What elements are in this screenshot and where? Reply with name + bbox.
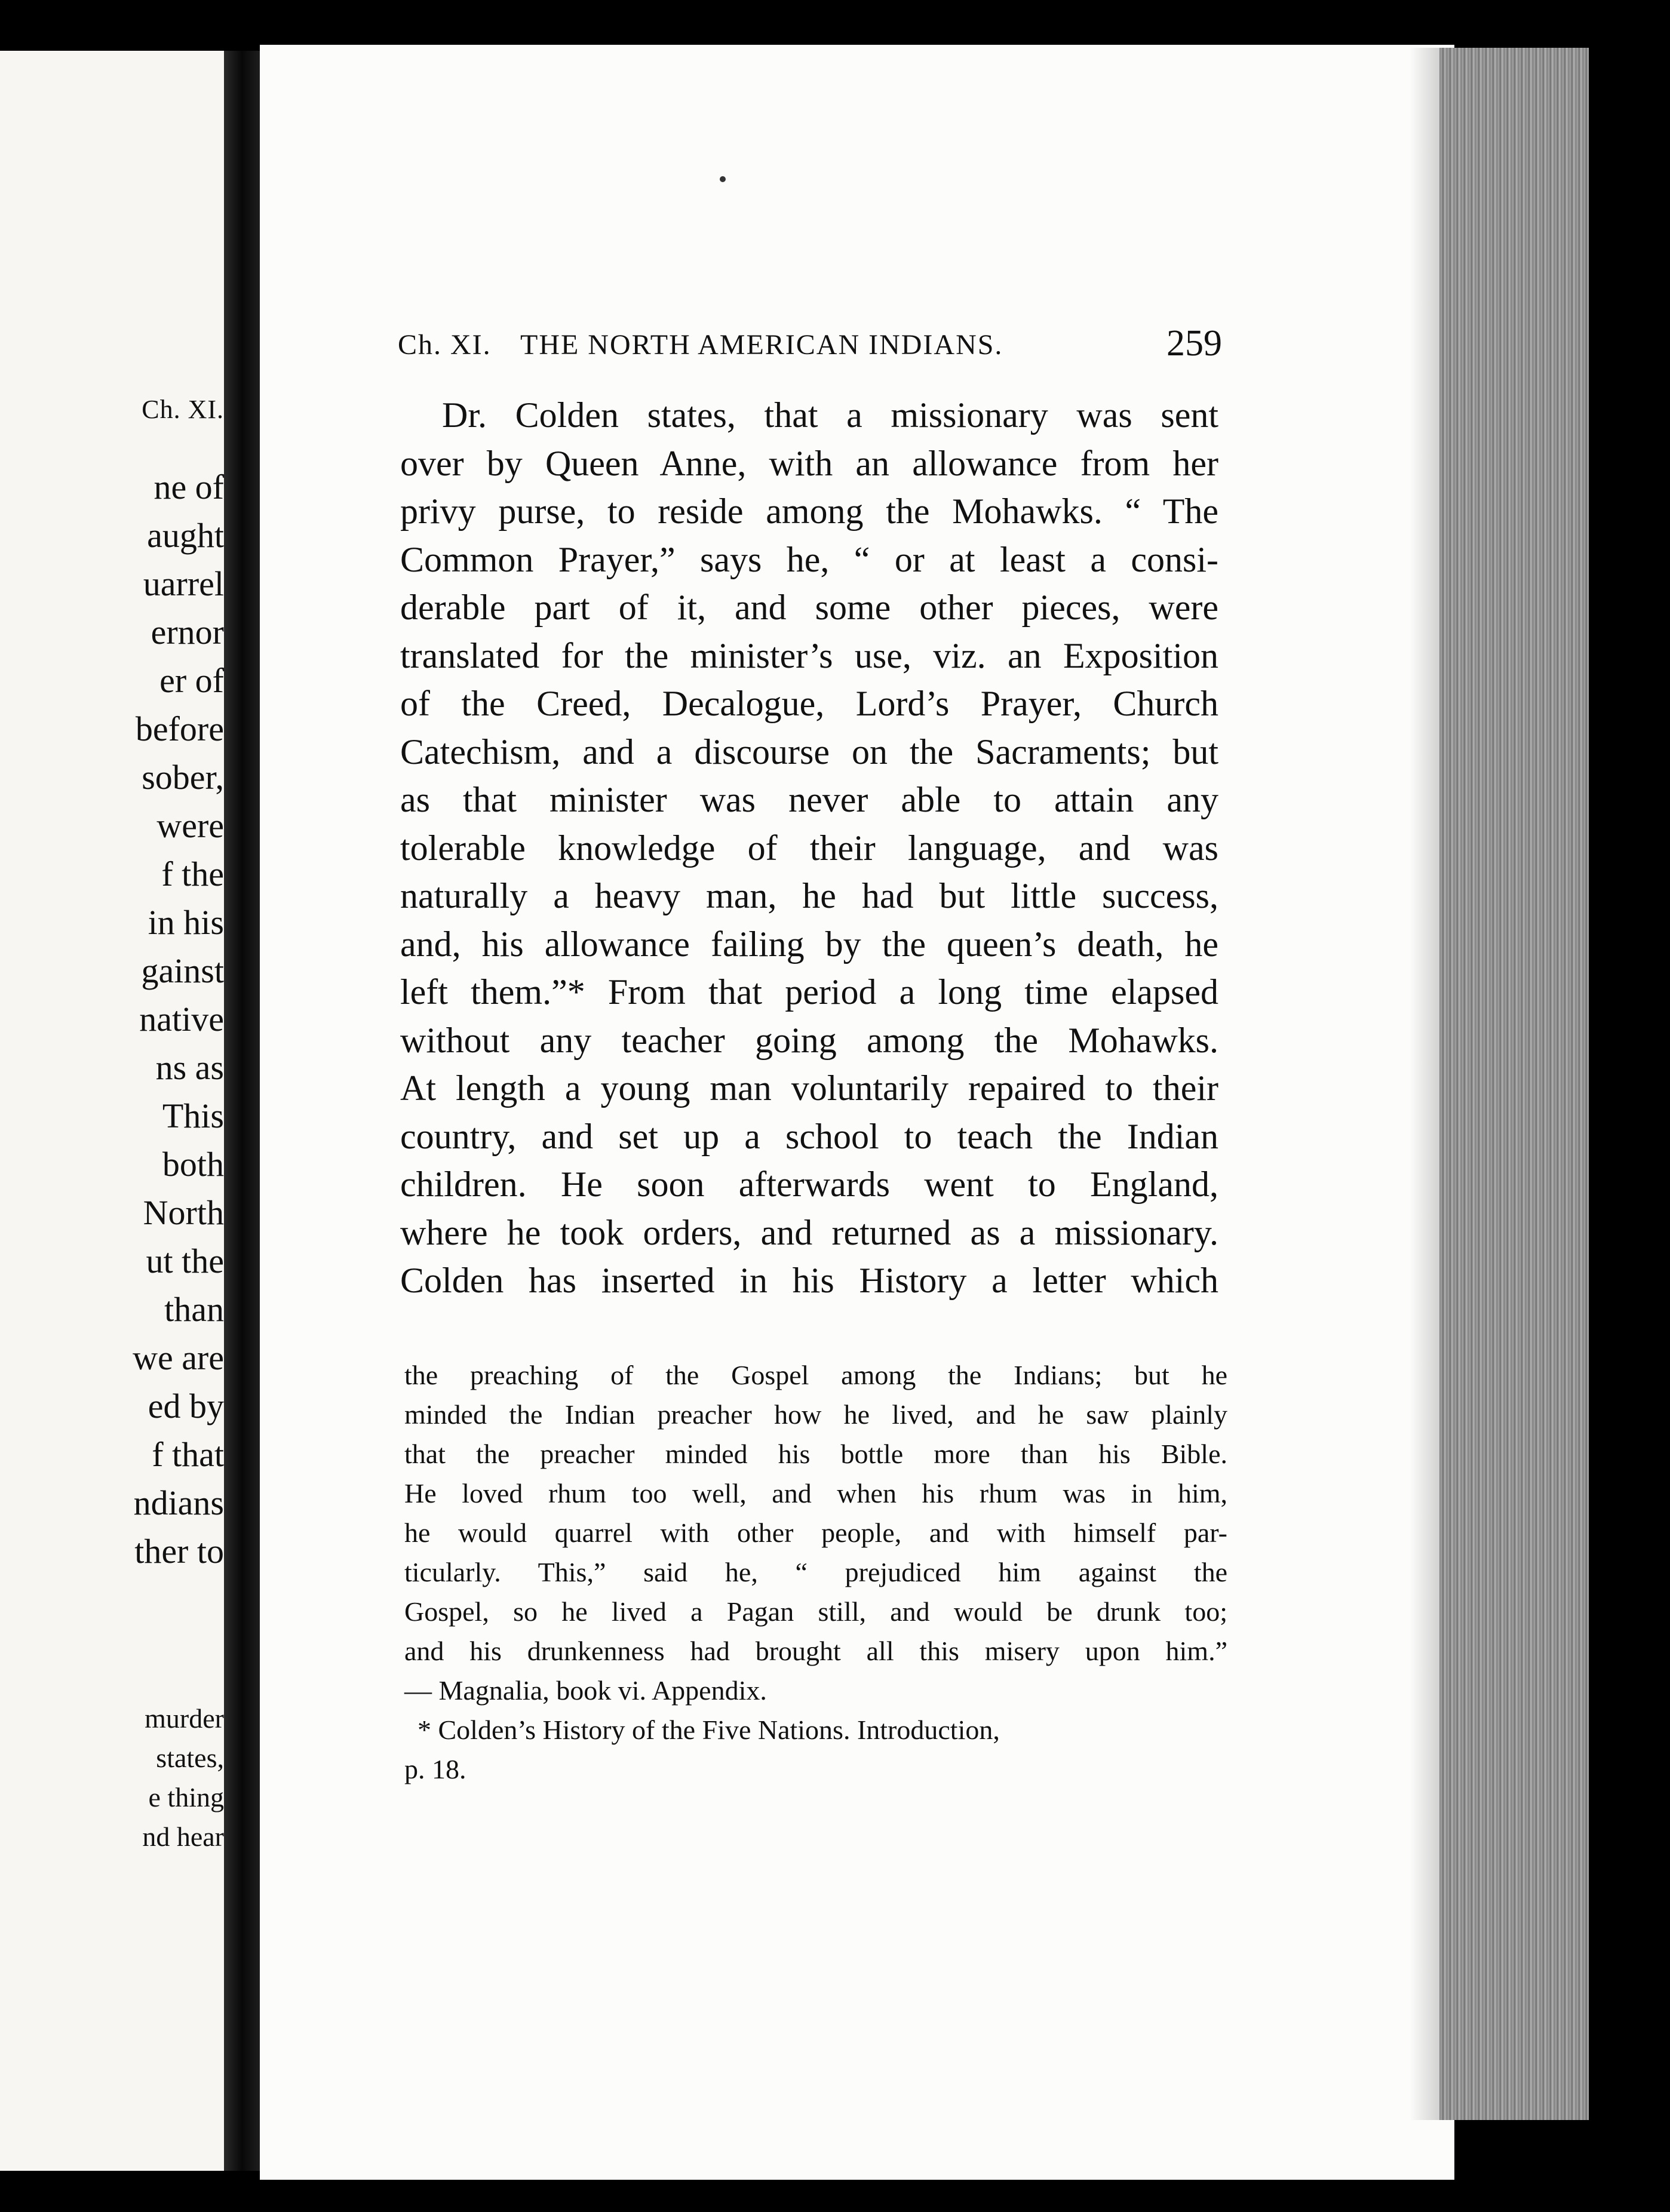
- text-line: tolerable knowledge of their language, and was: [400, 828, 1218, 868]
- previous-page-line: sober,: [142, 758, 224, 797]
- previous-page-text: [0, 463, 224, 1575]
- footnote-line: Gospel, so he lived a Pagan still, and would be drunk too;: [404, 1596, 1227, 1627]
- page-fore-edge: [1439, 48, 1589, 2120]
- text-line: privy purse, to reside among the Mohawks. “ The: [400, 491, 1218, 531]
- footnote-line: that the preacher minded his bottle more than his Bible.: [404, 1439, 1227, 1469]
- previous-page-line: ernor: [151, 613, 224, 652]
- previous-page-line: in his: [148, 903, 224, 942]
- previous-page-line: native: [139, 1000, 224, 1039]
- footnote-line: minded the Indian preacher how he lived, and he saw plainly: [404, 1399, 1227, 1430]
- previous-page-line: than: [164, 1290, 224, 1329]
- previous-page-footnote-line: murder: [145, 1703, 224, 1734]
- previous-page-line: ed by: [148, 1387, 224, 1425]
- footnote-block: [404, 1356, 1227, 1789]
- footnote-line: ticularly. This,” said he, “ prejudiced him against the: [404, 1557, 1227, 1587]
- chapter-label: Ch. XI.: [398, 329, 492, 361]
- text-line: as that minister was never able to attain any: [400, 780, 1218, 819]
- text-line: naturally a heavy man, he had but little success,: [400, 876, 1218, 915]
- previous-page-line: f that: [152, 1435, 224, 1474]
- text-line: children. He soon afterwards went to England,: [400, 1165, 1218, 1204]
- ink-speck: [720, 176, 726, 182]
- previous-page-line: gainst: [141, 951, 224, 990]
- footnote-line: and his drunkenness had brought all this misery upon him.”: [404, 1636, 1227, 1666]
- text-line: without any teacher going among the Mohawks.: [400, 1020, 1218, 1060]
- previous-page-line: were: [156, 806, 224, 845]
- book-gutter: [224, 51, 260, 2171]
- running-head: [398, 322, 1222, 370]
- previous-page-line: This: [162, 1096, 224, 1135]
- previous-page-line: ut the: [146, 1242, 224, 1280]
- previous-page-footnote-line: nd hear: [142, 1821, 224, 1852]
- page-number: 259: [1166, 323, 1222, 364]
- previous-page-line: ndians: [133, 1483, 224, 1522]
- footnote-line: p. 18.: [404, 1754, 466, 1784]
- text-line: Colden has inserted in his History a letter which: [400, 1261, 1218, 1300]
- previous-page-footnote: [142, 1699, 224, 1857]
- previous-page-line: ther to: [134, 1532, 224, 1571]
- text-line: Common Prayer,” says he, “ or at least a consi-: [400, 539, 1218, 579]
- previous-page: [0, 51, 224, 2171]
- text-line: left them.”* From that period a long time elapsed: [400, 972, 1218, 1012]
- footnote-line: He loved rhum too well, and when his rhum was in him,: [404, 1478, 1227, 1509]
- previous-page-line: we are: [133, 1338, 224, 1377]
- footnote-line: — Magnalia, book vi. Appendix.: [404, 1675, 767, 1706]
- scan-border: [1654, 0, 1670, 2212]
- text-line: and, his allowance failing by the queen’s death, he: [400, 924, 1218, 964]
- previous-page-footnote-line: states,: [156, 1743, 224, 1773]
- previous-page-line: er of: [159, 661, 224, 700]
- text-line: of the Creed, Decalogue, Lord’s Prayer, Church: [400, 684, 1218, 723]
- previous-page-footnote-line: e thing: [148, 1782, 224, 1812]
- body-paragraph: [400, 391, 1218, 1305]
- text-line: Dr. Colden states, that a missionary was sent: [442, 395, 1218, 435]
- previous-page-line: both: [162, 1145, 224, 1184]
- previous-page-line: uarrel: [143, 564, 224, 603]
- text-line: country, and set up a school to teach the Indian: [400, 1116, 1218, 1156]
- previous-page-line: ns as: [155, 1048, 224, 1087]
- text-line: Catechism, and a discourse on the Sacraments; but: [400, 732, 1218, 772]
- previous-page-running-head: Ch. XI.: [142, 395, 224, 424]
- previous-page-line: aught: [147, 516, 224, 555]
- text-line: derable part of it, and some other pieces, were: [400, 588, 1218, 627]
- previous-page-line: ne of: [154, 468, 224, 506]
- text-line: translated for the minister’s use, viz. an Exposition: [400, 635, 1218, 675]
- running-title: THE NORTH AMERICAN INDIANS.: [520, 329, 1003, 361]
- text-line: over by Queen Anne, with an allowance from her: [400, 443, 1218, 483]
- text-line: At length a young man voluntarily repaired to their: [400, 1068, 1218, 1108]
- text-line: where he took orders, and returned as a missionary.: [400, 1212, 1218, 1252]
- footnote-line: * Colden’s History of the Five Nations. Introduction,: [418, 1715, 1000, 1745]
- previous-page-line: before: [135, 709, 224, 748]
- previous-page-line: North: [143, 1193, 224, 1232]
- footnote-line: the preaching of the Gospel among the Indians; but he: [404, 1360, 1227, 1390]
- footnote-line: he would quarrel with other people, and with himself par-: [404, 1517, 1227, 1548]
- previous-page-line: f the: [161, 855, 224, 893]
